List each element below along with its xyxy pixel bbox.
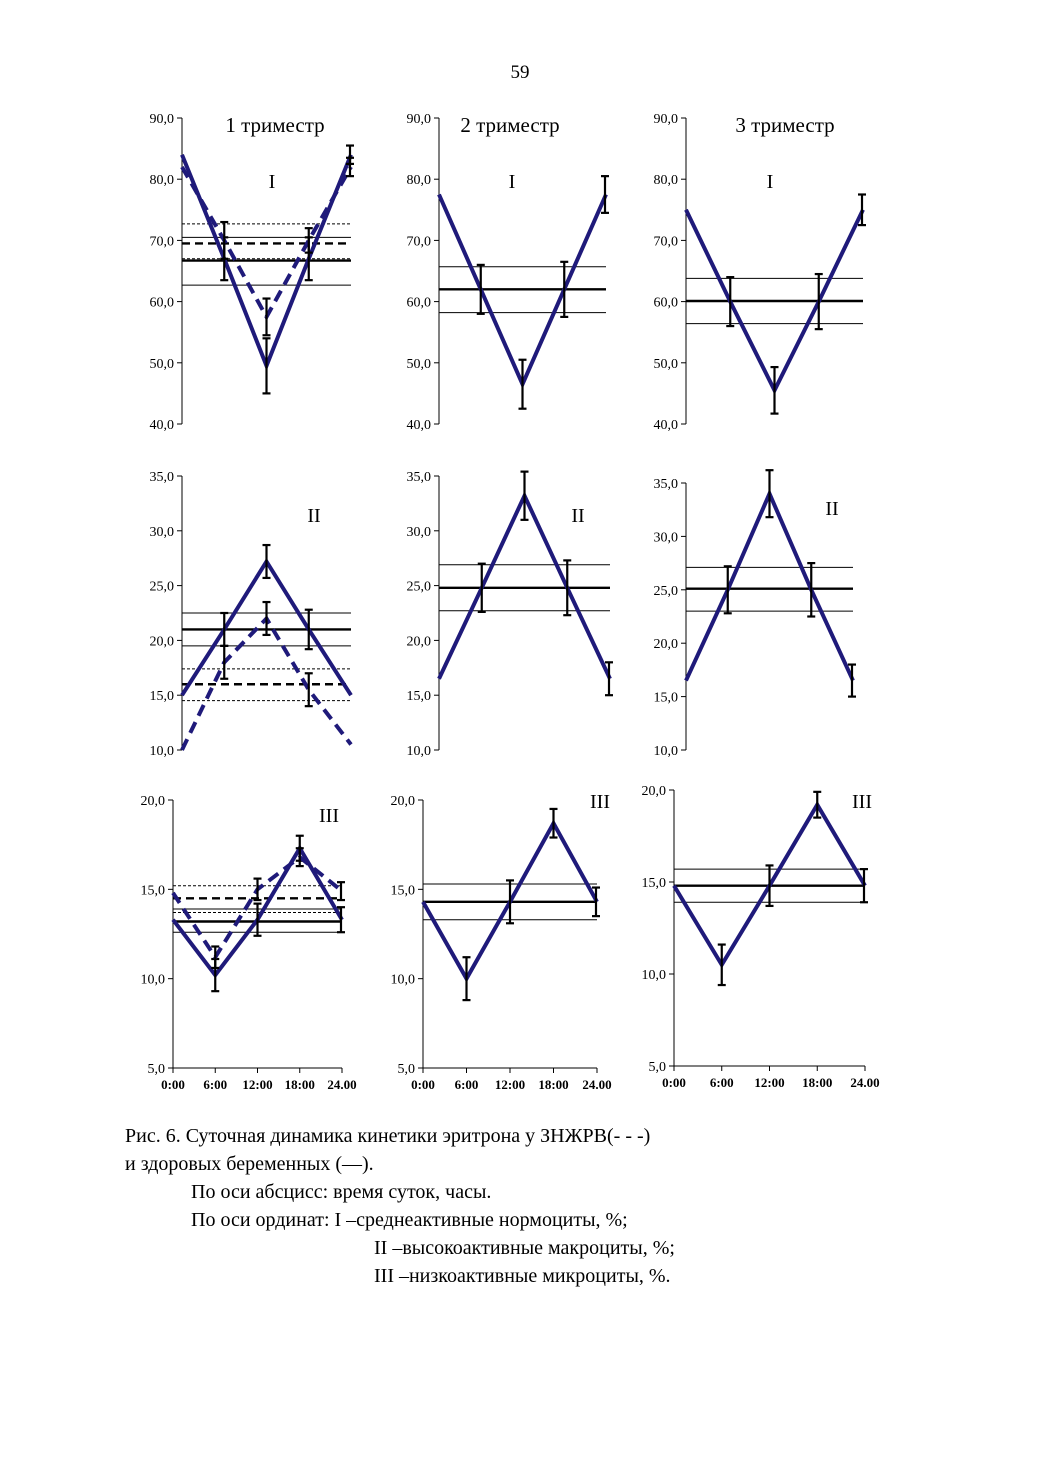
figure-caption — [125, 1122, 675, 1290]
x-tick-label: 12:00 — [242, 1077, 273, 1092]
chart-panel-II-2 — [407, 470, 614, 759]
panel-label: III — [319, 805, 339, 827]
x-tick-label: 24.00 — [850, 1075, 880, 1090]
y-tick-label: 50,0 — [406, 356, 431, 372]
y-tick-label: 5,0 — [147, 1062, 165, 1077]
x-tick-label: 24.00 — [327, 1077, 357, 1092]
chart-panel-II-1 — [150, 470, 352, 759]
y-tick-label: 60,0 — [653, 295, 678, 311]
page-number: 59 — [510, 62, 530, 83]
y-tick-label: 10,0 — [390, 972, 415, 988]
y-tick-label: 40,0 — [653, 418, 678, 433]
y-tick-label: 70,0 — [653, 234, 678, 250]
y-tick-label: 90,0 — [406, 112, 431, 127]
y-tick-label: 35,0 — [653, 477, 678, 492]
chart-panel-III-1 — [141, 794, 357, 1092]
panel-label: I — [268, 171, 276, 193]
y-tick-label: 30,0 — [653, 530, 678, 546]
y-tick-label: 20,0 — [641, 784, 666, 799]
x-tick-label: 0:00 — [662, 1075, 686, 1090]
y-tick-label: 50,0 — [653, 356, 678, 372]
y-tick-label: 15,0 — [140, 883, 165, 899]
x-tick-label: 6:00 — [203, 1077, 228, 1092]
series-line-dashed — [182, 167, 351, 317]
y-tick-label: 15,0 — [641, 876, 666, 891]
y-tick-label: 10,0 — [406, 744, 431, 759]
y-tick-label: 90,0 — [653, 112, 678, 127]
y-tick-label: 20,0 — [390, 794, 415, 809]
y-tick-label: 25,0 — [406, 579, 431, 595]
y-tick-label: 90,0 — [149, 112, 174, 127]
y-tick-label: 60,0 — [406, 295, 431, 311]
panel-label: III — [852, 791, 872, 813]
y-tick-label: 15,0 — [406, 689, 431, 705]
y-tick-label: 40,0 — [149, 418, 174, 433]
y-tick-label: 15,0 — [390, 883, 415, 899]
panel-label: II — [307, 505, 321, 527]
y-tick-label: 80,0 — [406, 173, 431, 189]
y-tick-label: 40,0 — [406, 418, 431, 433]
y-tick-label: 5,0 — [397, 1062, 415, 1077]
caption-line-1: Рис. 6. Суточная динамика кинетики эритрона у ЗНЖРВ(- - -) — [125, 1125, 651, 1147]
caption-y-axis: По оси ординат: I –среднеактивные нормоциты, %; — [191, 1209, 628, 1231]
y-tick-label: 10,0 — [140, 972, 165, 988]
y-tick-label: 25,0 — [149, 579, 174, 595]
caption-y-axis-II: II –высокоактивные макроциты, %; — [374, 1237, 675, 1259]
caption-y-axis-III: III –низкоактивные микроциты, %. — [374, 1265, 671, 1287]
series-line-solid — [686, 494, 853, 681]
chart-panel-III-2 — [391, 791, 612, 1092]
y-tick-label: 10,0 — [653, 744, 678, 759]
panel-title: 1 триместр — [225, 113, 325, 137]
y-tick-label: 25,0 — [653, 583, 678, 599]
caption-line-2: и здоровых беременных (—). — [125, 1153, 374, 1175]
x-tick-label: 12:00 — [754, 1075, 785, 1090]
panel-label: I — [508, 171, 516, 193]
x-tick-label: 6:00 — [709, 1075, 734, 1090]
panel-label: II — [571, 505, 585, 527]
caption-x-axis: По оси абсцисс: время суток, часы. — [191, 1181, 492, 1203]
chart-panel-I-1 — [150, 112, 355, 433]
y-tick-label: 5,0 — [648, 1060, 666, 1075]
panel-title: 2 триместр — [460, 113, 560, 137]
y-tick-label: 20,0 — [140, 794, 165, 809]
y-tick-label: 50,0 — [149, 356, 174, 372]
y-tick-label: 70,0 — [406, 234, 431, 250]
y-tick-label: 80,0 — [653, 173, 678, 189]
y-tick-label: 10,0 — [149, 744, 174, 759]
y-tick-label: 60,0 — [149, 295, 174, 311]
x-tick-label: 0:00 — [411, 1077, 435, 1092]
y-tick-label: 30,0 — [406, 524, 431, 540]
chart-panel-I-3 — [654, 112, 867, 433]
x-tick-label: 6:00 — [454, 1077, 479, 1092]
y-tick-label: 15,0 — [149, 689, 174, 705]
panel-label: I — [766, 171, 774, 193]
y-tick-label: 20,0 — [406, 634, 431, 650]
y-tick-label: 10,0 — [641, 968, 666, 983]
x-tick-label: 18:00 — [284, 1077, 315, 1092]
x-tick-label: 24.00 — [582, 1077, 612, 1092]
x-tick-label: 18:00 — [538, 1077, 569, 1092]
y-tick-label: 80,0 — [149, 173, 174, 189]
y-tick-label: 30,0 — [149, 524, 174, 540]
y-tick-label: 20,0 — [149, 634, 174, 650]
chart-panel-III-3 — [642, 784, 880, 1090]
panel-label: II — [825, 498, 839, 520]
x-tick-label: 0:00 — [161, 1077, 185, 1092]
chart-panel-II-3 — [654, 470, 857, 759]
x-tick-label: 12:00 — [494, 1077, 526, 1092]
y-tick-label: 70,0 — [149, 234, 174, 250]
panel-label: III — [590, 791, 610, 813]
y-tick-label: 35,0 — [149, 470, 174, 485]
y-tick-label: 15,0 — [653, 690, 678, 706]
x-tick-label: 18:00 — [802, 1075, 833, 1090]
y-tick-label: 20,0 — [653, 637, 678, 653]
chart-panel-I-2 — [407, 112, 610, 433]
panel-title: 3 триместр — [735, 113, 835, 137]
y-tick-label: 35,0 — [406, 470, 431, 485]
